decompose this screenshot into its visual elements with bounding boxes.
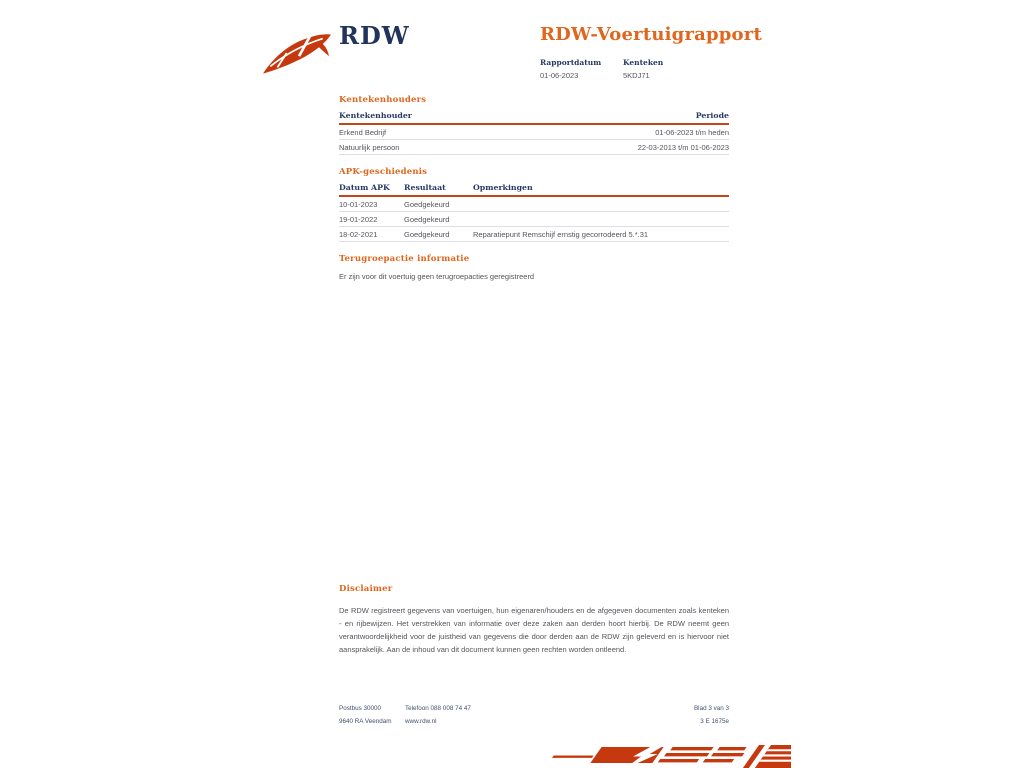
- footer-page-info: [694, 702, 729, 728]
- footer-phone: Telefoon 088 008 74 47: [405, 705, 471, 712]
- column-header-datum-apk: Datum APK: [339, 183, 390, 192]
- report-date-value: 01-06-2023: [540, 70, 579, 80]
- apk-result-cell: Goedgekeurd: [404, 199, 450, 209]
- report-date-group: [540, 58, 623, 80]
- section-heading: Kentekenhouders: [339, 95, 427, 105]
- rdw-speed-stripes-graphic: [543, 745, 791, 768]
- license-plate-label: Kenteken: [623, 58, 664, 67]
- page-footer: [339, 702, 729, 728]
- disclaimer-text: De RDW registreert gegevens van voertuigen, hun eigenaren/houders en de afgegeven documenten zoals kenteken - en rijbewijzen. Het verstrekken van informatie over deze zaken aan derden hoort hierbij. De RDW neemt geen verantwoordelijkheid voor de juistheid van gegevens die door derden aan de RDW zijn geleverd en is hiervoor niet aansprakelijk. Aan de inhoud van dit document kunnen geen rechten worden ontleend.: [339, 606, 729, 654]
- column-header-kentekenhouder: Kentekenhouder: [339, 111, 412, 120]
- apk-date-cell: 18-02-2021: [339, 229, 378, 239]
- section-heading: Disclaimer: [339, 584, 393, 594]
- footer-city: 9640 RA Veendam: [339, 718, 392, 725]
- table-row: [339, 197, 729, 212]
- apk-remarks-cell: Reparatiepunt Remschijf ernstig gecorrodeerd 5.*.31: [473, 229, 649, 239]
- period-cell: 01-06-2023 t/m heden: [655, 127, 729, 137]
- section-apk-geschiedenis: [339, 167, 729, 242]
- holder-cell: Natuurlijk persoon: [339, 142, 400, 152]
- apk-result-cell: Goedgekeurd: [404, 214, 450, 224]
- column-header-periode: Periode: [695, 111, 729, 120]
- rdw-bird-icon: [262, 30, 332, 76]
- terugroep-text: Er zijn voor dit voertuig geen terugroepacties geregistreerd: [339, 272, 535, 281]
- table-row: [339, 227, 729, 242]
- apk-result-cell: Goedgekeurd: [404, 229, 450, 239]
- table-row: [339, 140, 729, 155]
- footer-form-code: 3 E 1675e: [700, 718, 729, 725]
- section-heading: Terugroepactie informatie: [339, 254, 470, 264]
- table-header-row: [339, 183, 729, 197]
- rdw-logo-wordmark: RDW: [339, 21, 410, 50]
- license-plate-group: [623, 58, 663, 80]
- section-kentekenhouders: [339, 95, 729, 155]
- footer-address: [339, 702, 405, 728]
- column-header-opmerkingen: Opmerkingen: [473, 183, 533, 192]
- footer-contact: [405, 702, 694, 728]
- rdw-logo: [262, 22, 410, 76]
- footer-postbus: Postbus 30000: [339, 705, 382, 712]
- title-block: [540, 24, 800, 80]
- column-header-resultaat: Resultaat: [404, 183, 446, 192]
- section-terugroepactie: [339, 254, 729, 283]
- report-date-label: Rapportdatum: [540, 58, 602, 67]
- table-row: [339, 125, 729, 140]
- page-title: RDW-Voertuigrapport: [540, 24, 762, 45]
- apk-date-cell: 19-01-2022: [339, 214, 378, 224]
- footer-website: www.rdw.nl: [405, 718, 437, 725]
- apk-date-cell: 10-01-2023: [339, 199, 378, 209]
- report-meta: [540, 58, 800, 80]
- section-disclaimer: [339, 584, 729, 656]
- table-header-row: [339, 111, 729, 125]
- table-row: [339, 212, 729, 227]
- section-heading: APK-geschiedenis: [339, 167, 428, 177]
- footer-page-indicator: Blad 3 van 3: [693, 705, 729, 712]
- license-plate-value: 5KDJ71: [623, 70, 650, 80]
- period-cell: 22-03-2013 t/m 01-06-2023: [637, 142, 729, 152]
- holder-cell: Erkend Bedrijf: [339, 127, 387, 137]
